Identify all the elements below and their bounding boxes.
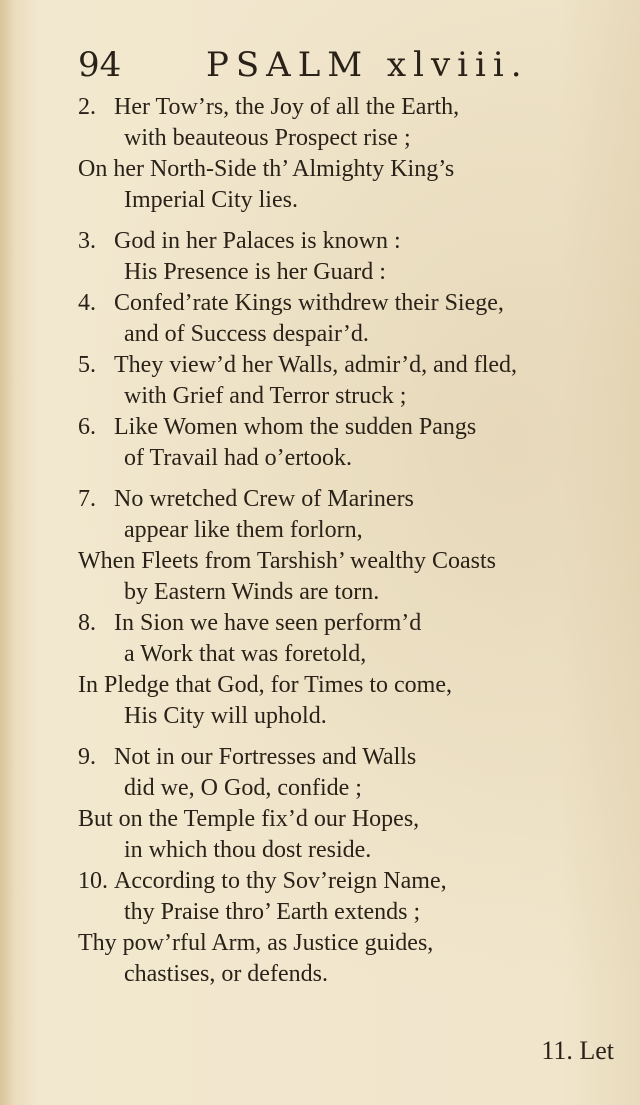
verse-line [78,412,623,443]
verse-text: His Presence is her Guard : [124,259,386,285]
verse-text: Imperial City lies. [124,187,298,213]
page-gutter [0,0,14,1105]
verse-text: Her Tow’rs, the Joy of all the Earth, [114,94,460,120]
catchword: 11. Let [541,1036,614,1065]
verse-text: in which thou dost reside. [124,837,372,863]
verse-line [78,897,623,928]
verse-number: 8. [78,610,96,636]
verse-number: 10. [78,868,108,894]
verse-text: Confed’rate Kings withdrew their Siege, [114,290,504,316]
verse-text: by Eastern Winds are torn. [124,579,380,605]
verse-line [78,484,623,515]
verse-text: On her North-Side th’ Almighty King’s [78,156,455,182]
verse-line [78,257,623,288]
verse-line [78,443,623,474]
verse-line [78,515,623,546]
verse-text: Thy pow’rful Arm, as Justice guides, [78,930,434,956]
verse-text: a Work that was foretold, [124,641,367,667]
stanza [78,742,623,990]
verse-text: Like Women whom the sudden Pangs [114,414,477,440]
verse-number: 9. [78,744,96,770]
verse-number: 6. [78,414,96,440]
verse-line [78,92,623,123]
verse-line [78,928,623,959]
verse-line [78,742,623,773]
verse-line [78,546,623,577]
verse-text: In Sion we have seen perform’d [114,610,422,636]
page-header [78,40,618,90]
verse-line [78,773,623,804]
verse-line [78,670,623,701]
psalm-verses [78,92,623,1000]
verse-number: 7. [78,486,96,512]
verse-line [78,381,623,412]
verse-line [78,226,623,257]
verse-text: God in her Palaces is known : [114,228,401,254]
verse-text: Not in our Fortresses and Walls [114,744,417,770]
verse-line [78,701,623,732]
verse-text: of Travail had o’ertook. [124,445,352,471]
verse-text: did we, O God, confide ; [124,775,362,801]
verse-line [78,866,623,897]
verse-text: According to thy Sov’reign Name, [114,868,447,894]
verse-line [78,804,623,835]
verse-line [78,288,623,319]
running-title: PSALM xlviii. [206,45,529,85]
verse-text: When Fleets from Tarshish’ wealthy Coasts [78,548,497,574]
verse-text: and of Success despair’d. [124,321,369,347]
verse-line [78,319,623,350]
verse-number: 4. [78,290,96,316]
verse-text: appear like them forlorn, [124,517,363,543]
verse-text: But on the Temple fix’d our Hopes, [78,806,420,832]
verse-text: In Pledge that God, for Times to come, [78,672,452,698]
stanza [78,226,623,474]
verse-line [78,350,623,381]
verse-line [78,577,623,608]
verse-line [78,185,623,216]
stanza [78,484,623,732]
verse-line [78,835,623,866]
verse-text: They view’d her Walls, admir’d, and fled, [114,352,518,378]
verse-line [78,608,623,639]
verse-line [78,959,623,990]
verse-line [78,639,623,670]
verse-number: 5. [78,352,96,378]
page-number: 94 [78,45,122,85]
verse-line [78,154,623,185]
verse-text: chastises, or defends. [124,961,328,987]
verse-number: 3. [78,228,96,254]
verse-text: with Grief and Terror struck ; [124,383,407,409]
stanza [78,92,623,216]
verse-line [78,123,623,154]
verse-number: 2. [78,94,96,120]
verse-text: His City will uphold. [124,703,327,729]
verse-text: with beauteous Prospect rise ; [124,125,411,151]
verse-text: thy Praise thro’ Earth extends ; [124,899,421,925]
verse-text: No wretched Crew of Mariners [114,486,414,512]
